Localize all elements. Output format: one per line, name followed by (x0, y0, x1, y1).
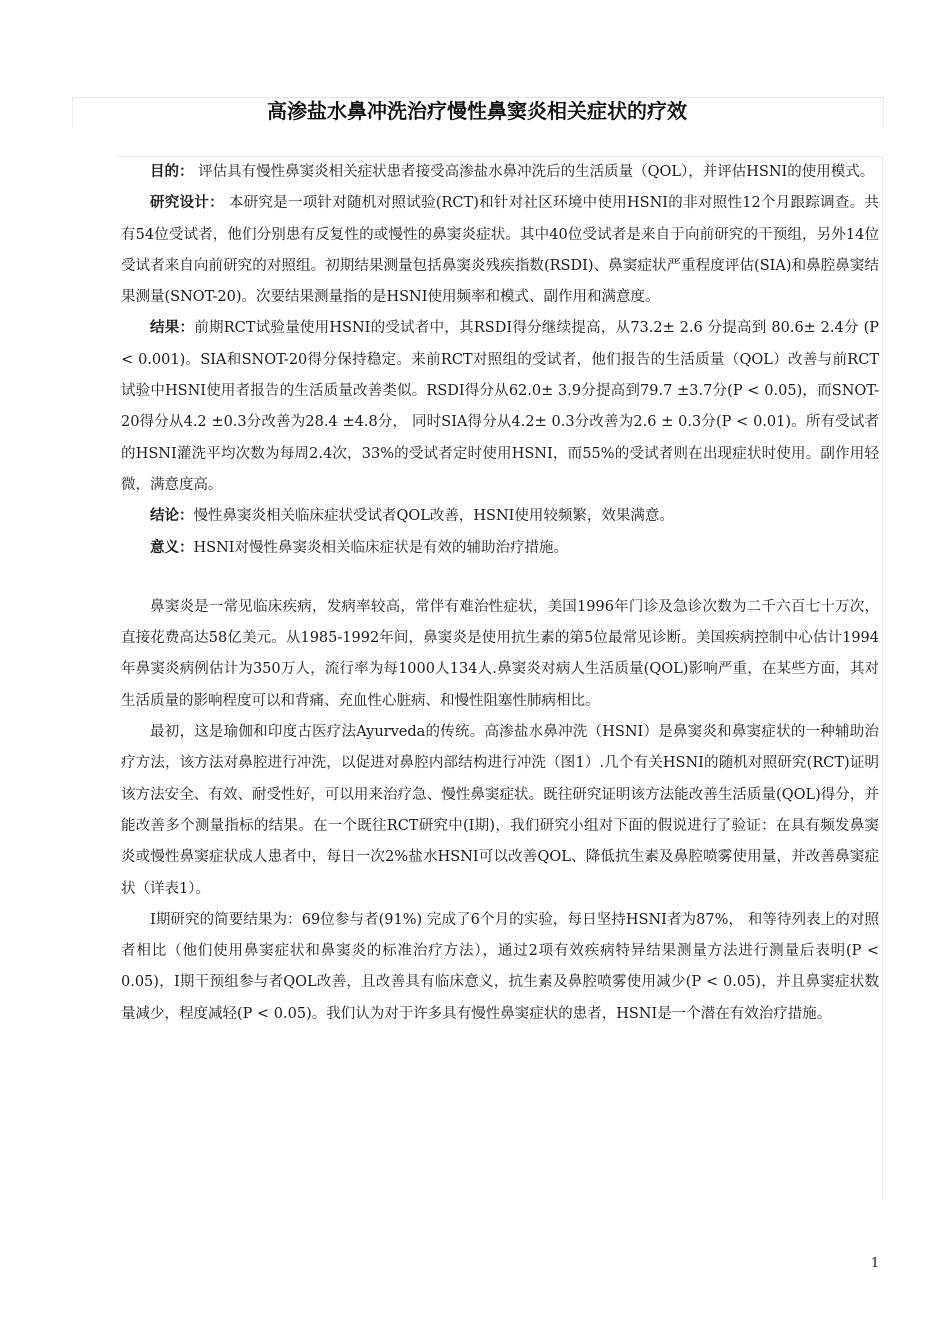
purpose-label: 目的： (150, 164, 194, 180)
significance-label: 意义： (150, 539, 194, 556)
significance-text: HSNI对慢性鼻窦炎相关临床症状是有效的辅助治疗措施。 (193, 539, 568, 556)
page-number: 1 (870, 1256, 880, 1271)
design-label: 研究设计： (150, 195, 224, 212)
abstract-results (121, 313, 879, 501)
document-body (121, 157, 879, 1030)
results-text: 前期RCT试验量使用HSNI的受试者中，其RSDI得分继续提高，从73.2± 2.6 分提高到 80.6± 2.4分 (P < 0.001)。SIA和SNOT-20得分保持稳定。来前RCT对照组的受试者，他们报告的生活质量（QOL）改善与前RCT试验中HSNI使用者报告的生活质量改善类似。RSDI得分从62.0± 3.9分提高到79.7 ±3.7分(P < 0.05)，而SNOT-20得分从4.2 ±0.3分改善为28.4 ±4.8分， 同时SIA得分从4.2± 0.3分改善为2.6 ± 0.3分(P < 0.01)。所有受试者的HSNI灌洗平均次数为每周2.4次，33%的受试者定时使用HSNI，而55%的受试者则在出现症状时使用。副作用轻微，满意度高。 (121, 320, 880, 493)
abstract-conclusion (121, 501, 879, 532)
abstract-significance (121, 533, 879, 564)
conclusion-text: 慢性鼻窦炎相关临床症状受试者QOL改善，HSNI使用较频繁，效果满意。 (193, 508, 674, 525)
body-paragraph: I期研究的简要结果为：69位参与者(91%) 完成了6个月的实验，每日坚持HSNI者为87%， 和等待列表上的对照者相比（他们使用鼻窦症状和鼻窦炎的标准治疗方法），通过2项有效疾病特异结果测量方法进行测量后表明(P < 0.05)，I期干预组参与者QOL改善，且改善具有临床意义，抗生素及鼻腔喷雾使用减少(P < 0.05)，并且鼻窦症状数量减少，程度减轻(P < 0.05)。我们认为对于许多具有慢性鼻窦症状的患者，HSNI是一个潜在有效治疗措施。 (121, 911, 879, 1022)
document-title: 高渗盐水鼻冲洗治疗慢性鼻窦炎相关症状的疗效 (267, 99, 687, 123)
conclusion-label: 结论： (150, 508, 194, 525)
body-paragraph: 鼻窦炎是一常见临床疾病，发病率较高，常伴有难治性症状，美国1996年门诊及急诊次数为二千六百七十万次，直接花费高达58亿美元。从1985-1992年间，鼻窦炎是使用抗生素的第5位最常见诊断。美国疾病控制中心估计1994年鼻窦炎病例估计为350万人，流行率为每1000人134人.鼻窦炎对病人生活质量(QOL)影响严重，在某些方面，其对生活质量的影响程度可以和背痛、充血性心脏病、和慢性阻塞性肺病相比。 (121, 598, 879, 709)
results-label: 结果： (150, 320, 195, 337)
body-paragraph: 最初，这是瑜伽和印度古医疗法Ayurveda的传统。高渗盐水鼻冲洗（HSNI）是鼻窦炎和鼻窦症状的一种辅助治疗方法，该方法对鼻腔进行冲洗，以促进对鼻腔内部结构进行冲洗（图1）.几个有关HSNI的随机对照研究(RCT)证明该方法安全、有效、耐受性好，可以用来治疗急、慢性鼻窦症状。既往研究证明该方法能改善生活质量(QOL)得分，并能改善多个测量指标的结果。在一个既往RCT研究中(I期)，我们研究小组对下面的假说进行了验证：在具有频发鼻窦炎或慢性鼻窦症状成人患者中，每日一次2%盐水HSNI可以改善QOL、降低抗生素及鼻腔喷雾使用量，并改善鼻窦症状（详表1）。 (121, 724, 879, 897)
purpose-text: 评估具有慢性鼻窦炎相关症状患者接受高渗盐水鼻冲洗后的生活质量（QOL），并评估HSNI的使用模式。 (193, 164, 875, 180)
abstract-purpose (121, 157, 879, 188)
section-gap (121, 564, 879, 592)
design-text: 本研究是一项针对随机对照试验(RCT)和针对社区环境中使用HSNI的非对照性12个月跟踪调查。共有54位受试者，他们分别患有反复性的或慢性的鼻窦炎症状。其中40位受试者是来自于向前研究的干预组，另外14位受试者来自向前研究的对照组。初期结果测量包括鼻窦炎残疾指数(RSDI)、鼻窦症状严重程度评估(SIA)和鼻腔鼻窦结果测量(SNOT-20)。次要结果测量指的是HSNI使用频率和模式、副作用和满意度。 (121, 195, 879, 306)
abstract-design (121, 188, 879, 313)
